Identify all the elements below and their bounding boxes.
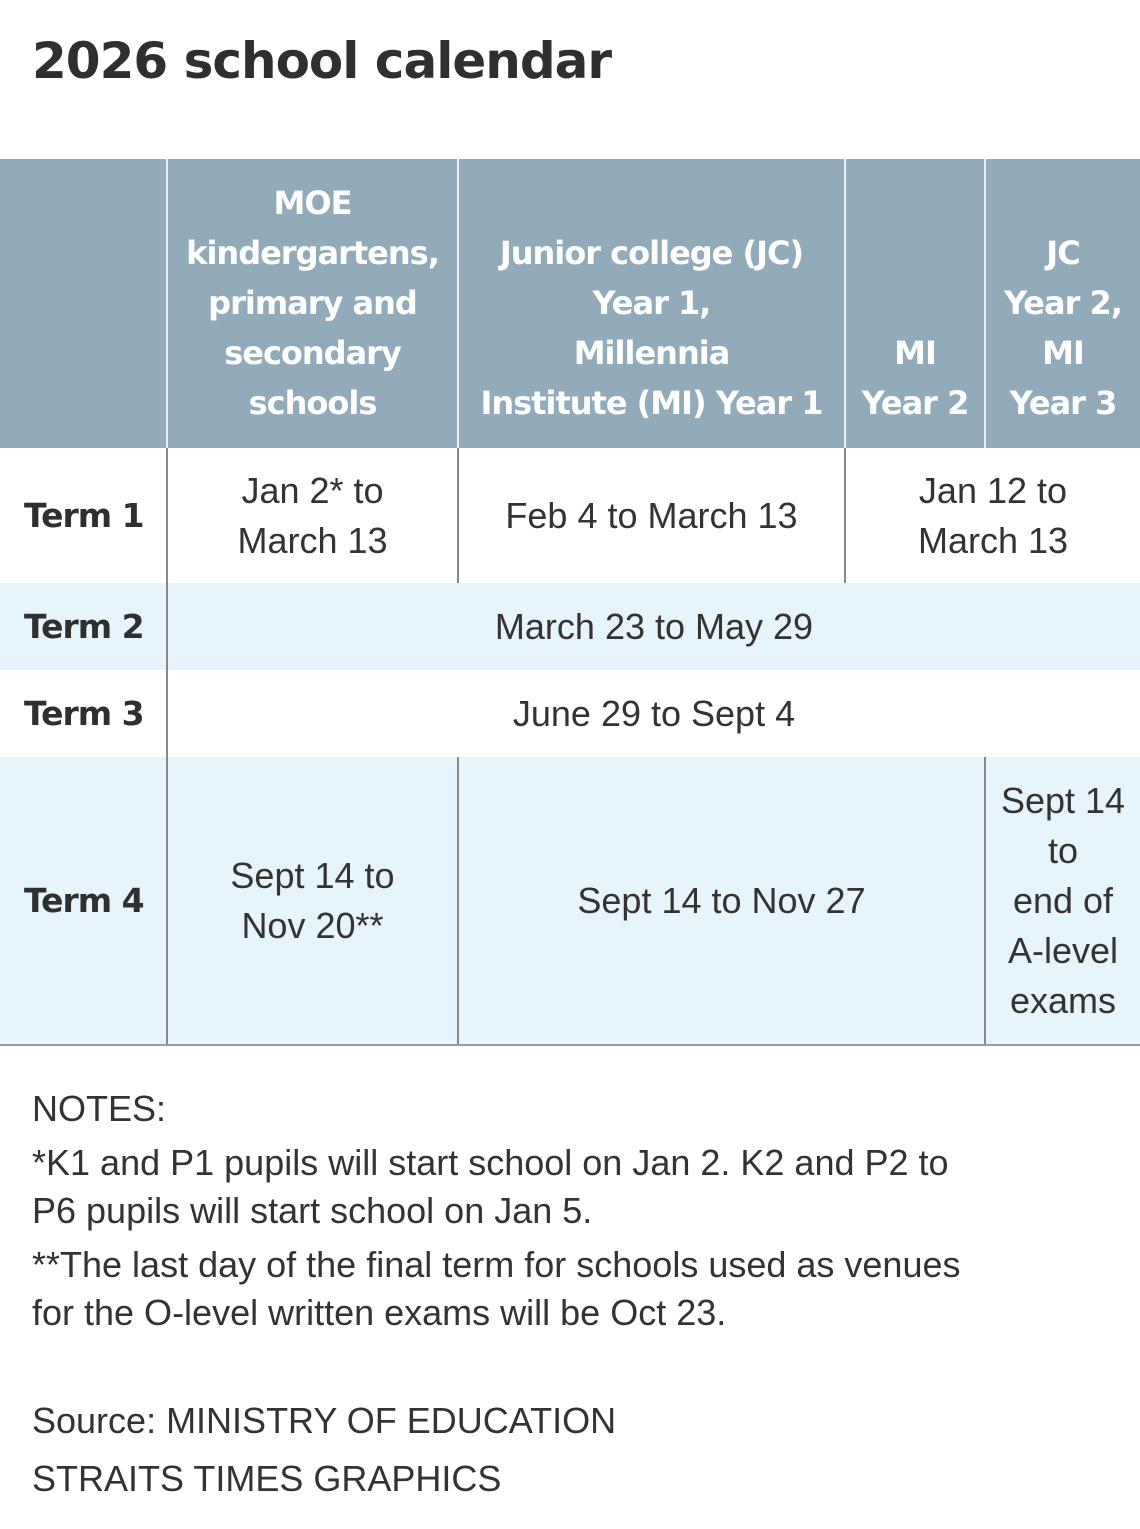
note-line: **The last day of the final term for schools used as venues [32, 1244, 961, 1285]
term-4-jc2 [986, 757, 1140, 1044]
header-line: Millennia [573, 334, 730, 372]
term-4-moe [168, 757, 457, 1044]
header-line: Year 2, [1004, 284, 1122, 322]
cell-line: Nov 20** [241, 904, 384, 946]
header-line: Year 3 [1009, 384, 1117, 422]
term-3-label: Term 3 [0, 670, 166, 757]
term-1-label: Term 1 [0, 448, 166, 583]
header-mi2 [846, 159, 984, 448]
term-2-label: Term 2 [0, 583, 166, 670]
header-line: Year 1, [592, 284, 711, 322]
cell-line: Sept 14 to [230, 854, 395, 896]
calendar-table [0, 159, 1140, 1044]
header-line: MOE [273, 184, 352, 222]
cell-line: end of [1012, 879, 1114, 921]
term-1-mi2-jc2 [846, 448, 1140, 583]
header-line: secondary [224, 334, 401, 372]
term-1-jc1: Feb 4 to March 13 [459, 448, 844, 583]
note-line: P6 pupils will start school on Jan 5. [32, 1190, 593, 1231]
term-1-moe [168, 448, 457, 583]
header-line: Year 2 [861, 384, 969, 422]
header-line: MI [1042, 334, 1084, 372]
cell-line: March 13 [237, 519, 388, 561]
header-jc2-mi3 [986, 159, 1140, 448]
notes-section [32, 1085, 1112, 1337]
header-line: MI [894, 334, 936, 372]
header-line: primary and [208, 284, 417, 322]
cell-line: Jan 12 to [918, 469, 1068, 511]
page-title: 2026 school calendar [32, 32, 612, 90]
term-2-all: March 23 to May 29 [168, 583, 1140, 670]
header-line: JC [1046, 234, 1080, 272]
cell-line: exams [1009, 979, 1116, 1021]
header-line: Institute (MI) Year 1 [480, 384, 823, 422]
notes-heading: NOTES: [32, 1088, 167, 1129]
header-empty [0, 159, 166, 448]
cell-line: Jan 2* to [241, 469, 384, 511]
credit-text: STRAITS TIMES GRAPHICS [32, 1458, 502, 1499]
header-line: kindergartens, [186, 234, 439, 272]
term-4-jc1-mi2: Sept 14 to Nov 27 [459, 757, 984, 1044]
header-moe-schools [168, 159, 457, 448]
source-text: Source: MINISTRY OF EDUCATION [32, 1400, 617, 1441]
term-4-label: Term 4 [0, 757, 166, 1044]
note-line: for the O-level written exams will be Oct 23. [32, 1292, 727, 1333]
table-bottom-rule [0, 1044, 1140, 1046]
cell-line: to [1047, 829, 1078, 871]
source-section [32, 1392, 616, 1508]
note-line: *K1 and P1 pupils will start school on Jan 2. K2 and P2 to [32, 1142, 949, 1183]
header-line: schools [248, 384, 377, 422]
term-3-all: June 29 to Sept 4 [168, 670, 1140, 757]
header-jc1-mi1 [459, 159, 844, 448]
note-2 [32, 1241, 1112, 1337]
cell-line: A-level [1007, 929, 1119, 971]
cell-line: Sept 14 [1000, 779, 1126, 821]
note-1 [32, 1139, 1112, 1235]
header-line: Junior college (JC) [499, 234, 804, 272]
cell-line: March 13 [917, 519, 1069, 561]
